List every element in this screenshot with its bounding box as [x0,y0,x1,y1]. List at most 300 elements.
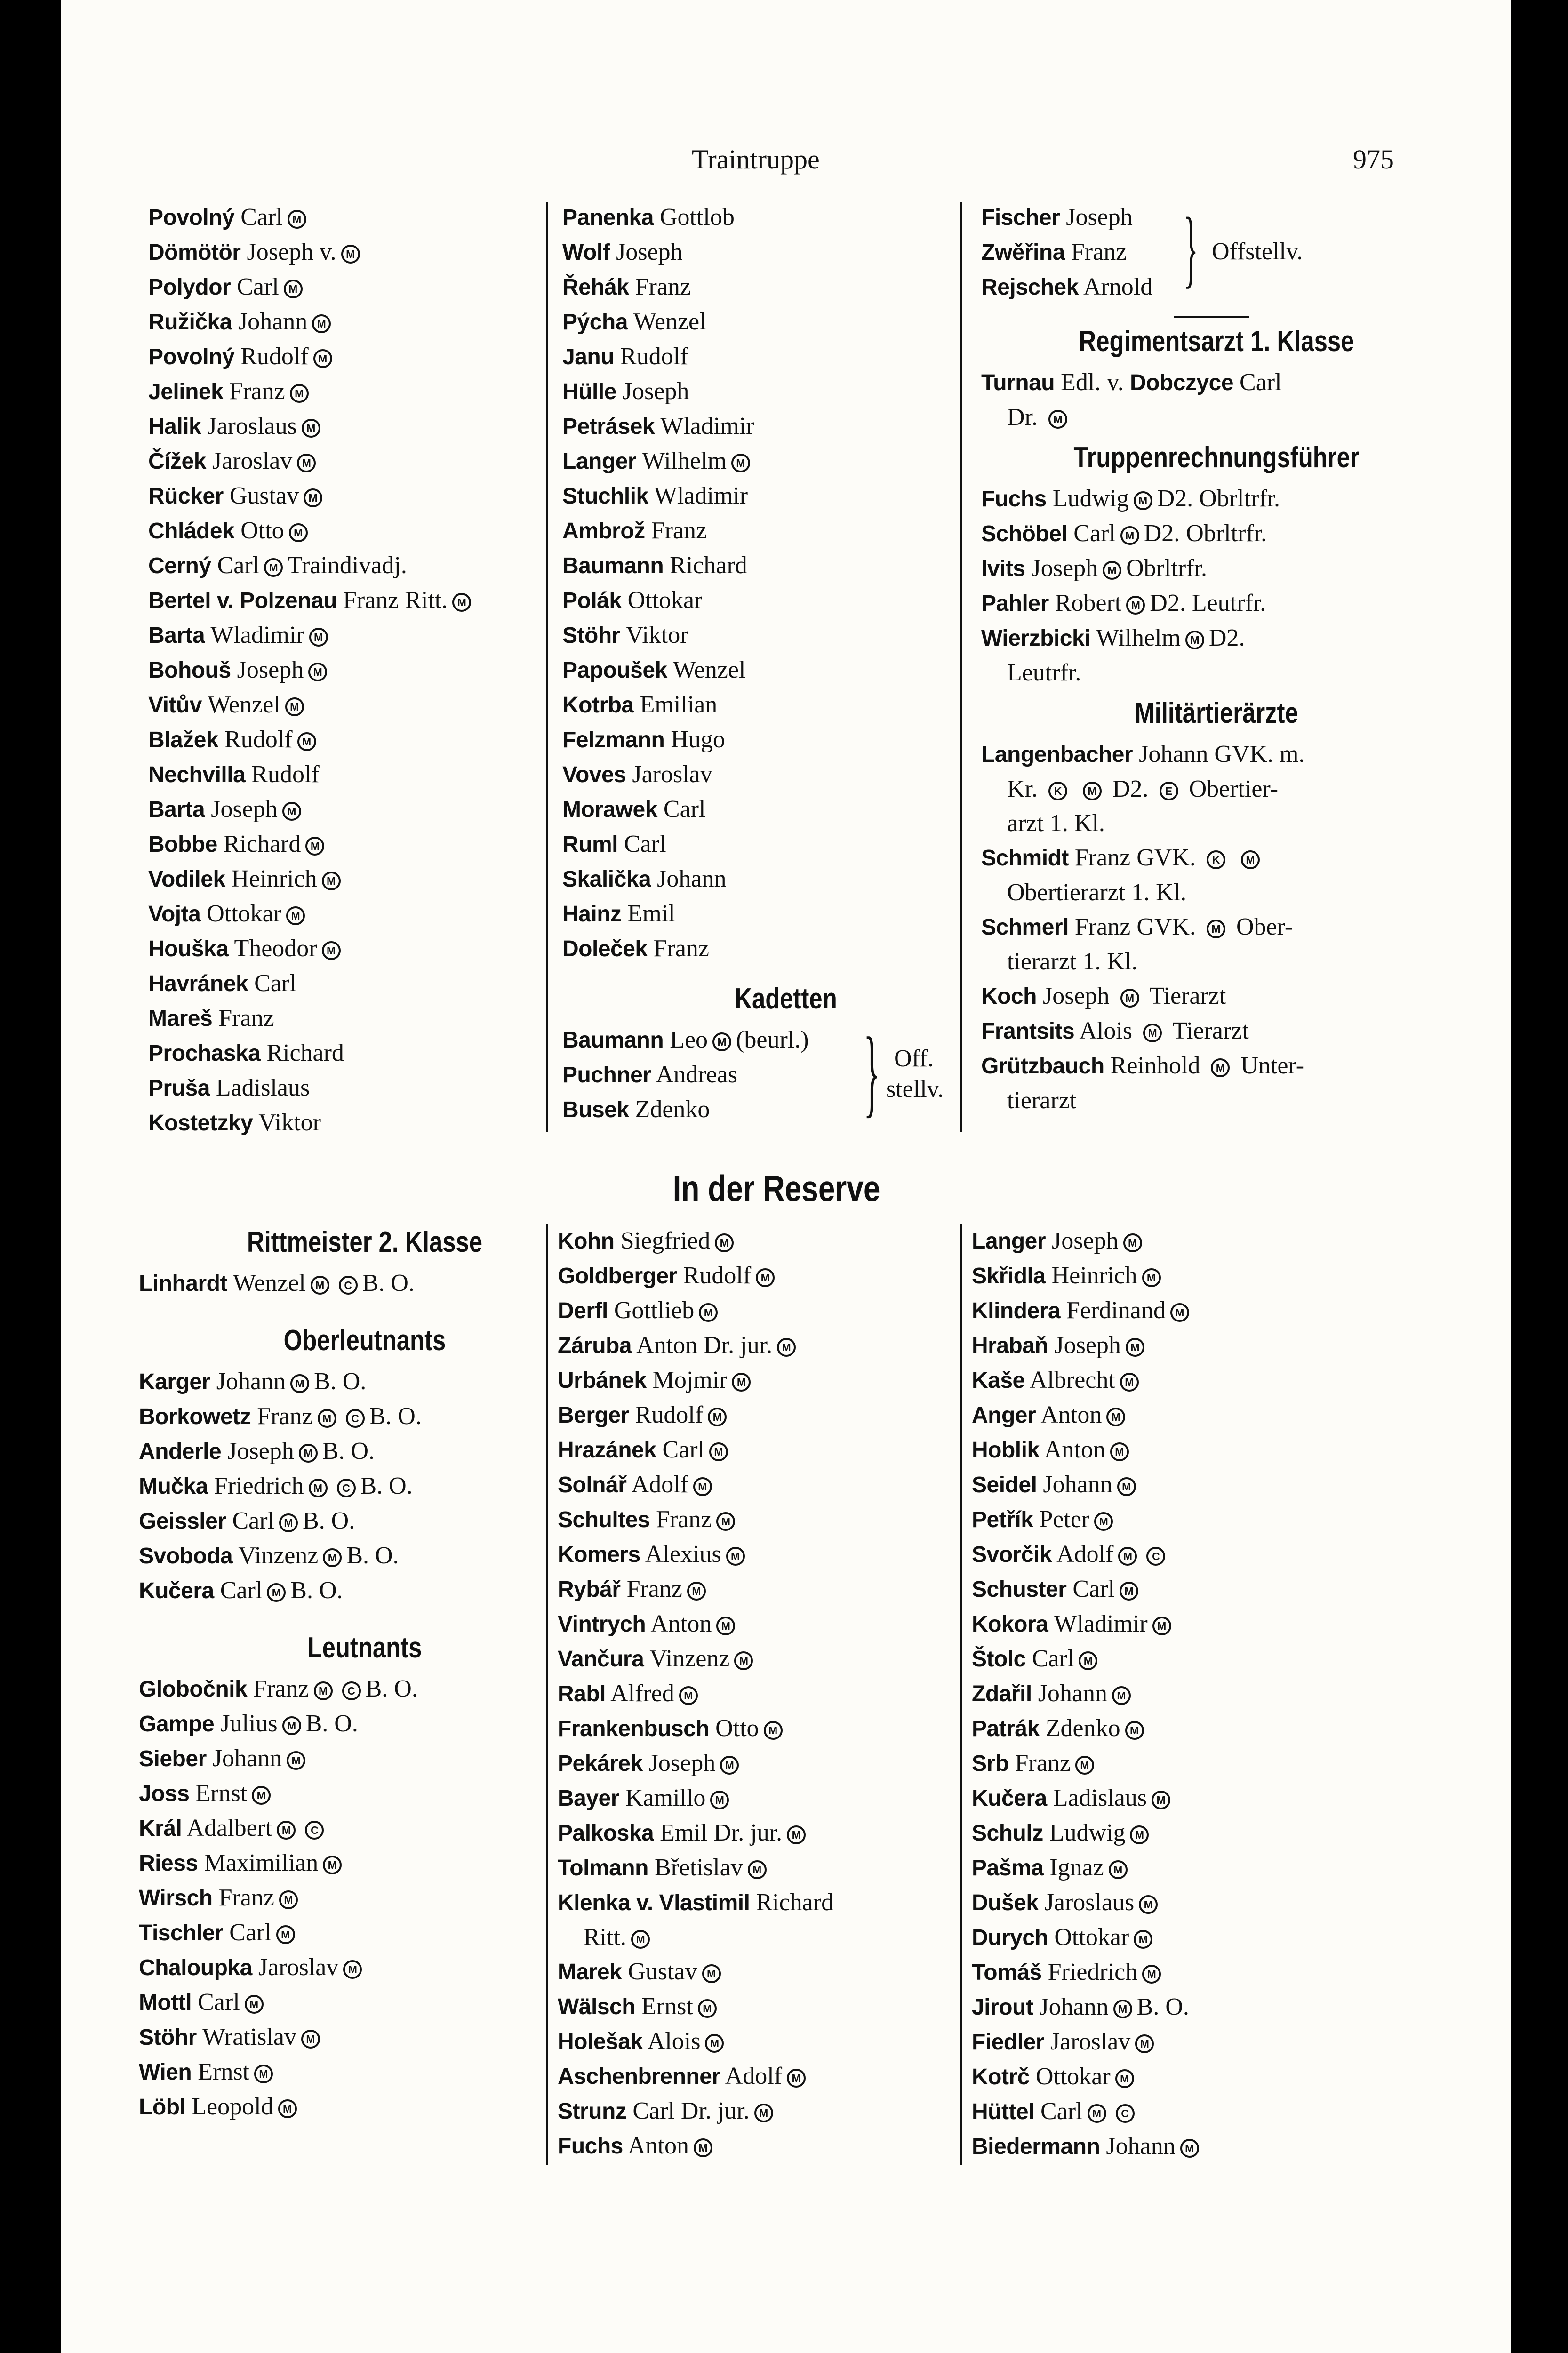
roster-entry [148,688,600,722]
surname: Jirout [972,1995,1033,2020]
given-name: Ottokar [1054,1924,1129,1951]
surname: Seidel [972,1473,1037,1497]
medal-m-icon: M [278,2099,297,2118]
roster-entry [558,1816,1009,1850]
given-name: Vinzenz [649,1645,730,1672]
surname: Záruba [558,1333,632,1358]
medal-m-icon: M [1142,1268,1161,1287]
given-name: Joseph v. [247,239,336,265]
surname: Hüttel [972,2099,1034,2124]
given-name: Johann [1106,2133,1176,2160]
medal-m-icon: M [309,628,328,647]
tierarzt-entry-cont: tierarzt 1. Kl. [1007,948,1138,975]
given-name: Johann [212,1745,282,1772]
surname: Povolný [148,344,235,369]
medal-m-icon: M [297,732,316,751]
roster-entry [972,1467,1442,1502]
medal-k-icon: K [1207,850,1225,869]
given-name: Alois [647,2028,701,2055]
medal-m-icon: M [1113,2000,1132,2018]
given-name: Kamillo [625,1785,706,1811]
medal-m-icon: M [702,1964,721,1983]
running-title: Traintruppe [692,144,820,175]
tierarzt-entry: Langenbacher Johann GVK. m. [981,741,1305,768]
roster-entry [139,1573,591,1608]
surname: Vintrych [558,1612,646,1637]
medal-m-icon: M [709,1442,728,1461]
given-name: Franz [1015,1750,1071,1777]
roster-entry [981,481,1452,516]
medal-m-icon: M [277,1821,296,1840]
given-name: Gottlob [659,204,735,231]
surname: Polydor [148,275,231,300]
medal-m-icon: M [1126,596,1145,615]
medal-m-icon: M [301,2030,320,2049]
rank-note: B. O. [346,1542,399,1569]
medal-m-icon: M [708,1408,727,1426]
surname: Kučera [139,1578,214,1603]
medal-m-icon: M [1120,526,1139,545]
given-name: Anton Dr. jur. [636,1332,773,1359]
roster-entry [148,931,600,966]
oberleutnants-list [139,1364,591,1608]
given-name: Richard [756,1889,834,1916]
surname: Petrásek [562,414,655,439]
medal-m-icon: M [693,1477,712,1496]
roster-entry [148,862,600,896]
surname: Bohouš [148,658,231,683]
roster-entry [139,1399,591,1434]
roster-entry [148,653,600,688]
surname: Jelinek [148,379,224,404]
given-name: Ignaz [1049,1854,1104,1881]
given-name: Rudolf [240,343,309,370]
surname: Komers [558,1542,640,1567]
roster-entry [148,374,600,409]
surname: Skalička [562,867,651,892]
surname: Svorčik [972,1542,1052,1567]
roster-entry [972,1328,1442,1363]
medal-m-icon: M [705,2034,724,2053]
medal-m-icon: M [1241,850,1260,869]
surname: Palkoska [558,1821,654,1846]
roster-entry [558,1293,1009,1328]
surname: Derfl [558,1298,608,1323]
medal-m-icon: M [712,1032,731,1051]
surname: Schöbel [981,521,1068,546]
roster-entry [558,2024,1009,2059]
surname: Nechvilla [148,762,246,787]
given-name: Franz [229,378,285,405]
rechnungsfuehrer-list [981,481,1452,656]
rank-note: Obrltrfr. [1126,555,1207,582]
surname: Patrák [972,1716,1040,1741]
roster-entry [981,200,1452,235]
given-name: Carl [1032,1645,1074,1672]
rechnungsfuehrer-title: Truppenrechnungsführer [1073,441,1360,474]
surname: Fiedler [972,2030,1044,2055]
medal-m-icon: M [314,1681,333,1700]
surname: Doleček [562,936,648,961]
given-name: Wenzel [233,1270,306,1297]
surname: Baumann [562,553,664,578]
roster-entry [148,339,600,374]
surname: Pašma [972,1856,1044,1881]
roster-entry [558,1502,1009,1537]
given-name: Carl [1073,520,1116,547]
given-name: Adolf [1056,1541,1114,1568]
medal-m-icon: M [777,1338,796,1357]
medal-m-icon: M [452,593,471,612]
offstellv-group [981,200,1452,303]
given-name: Joseph [211,796,278,823]
surname: Hainz [562,902,622,927]
medal-m-icon: M [318,1409,336,1428]
roster-entry [139,1672,591,1706]
roster-entry [558,1850,1009,1885]
medal-m-icon: M [716,1617,735,1635]
roster-entry [972,1572,1442,1607]
surname: Frankenbusch [558,1716,710,1741]
roster-entry [139,1469,591,1504]
medal-m-icon: M [1211,1058,1230,1077]
given-name: Jaroslav [1050,2028,1131,2055]
given-name: Joseph [648,1750,716,1777]
given-name: Joseph [1052,1227,1119,1254]
given-name: Anton [628,2132,689,2159]
surname: Bayer [558,1786,619,1811]
top-col3 [981,200,1452,1118]
medal-m-icon: M [302,419,320,438]
given-name: Carl [217,552,260,579]
roster-entry [562,688,1009,722]
roster-entry [558,1398,1009,1433]
medal-m-icon: M [284,280,303,298]
roster-entry [972,2059,1442,2094]
given-name: Mojmir [652,1367,728,1393]
given-name: Wilhelm [1096,624,1181,651]
surname: Dušek [972,1890,1039,1915]
roster-entry [148,270,600,304]
roster-entry [558,1572,1009,1607]
medal-m-icon: M [323,1856,342,1874]
surname: Bertel v. Polzenau [148,588,337,613]
surname: Langer [972,1229,1046,1254]
medal-c-icon: C [339,1276,358,1295]
roster-entry [972,1398,1442,1433]
given-name: Rudolf [635,1401,704,1428]
surname: Rabl [558,1681,606,1706]
medal-m-icon: M [1152,1617,1171,1635]
surname: Zwěřina [981,240,1065,265]
surname: Morawek [562,797,657,822]
roster-entry [562,653,1009,688]
given-name: Franz [1071,239,1127,265]
roster-entry [148,1036,600,1071]
surname: Fischer [981,205,1060,230]
surname: Wirsch [139,1886,213,1911]
surname: Mareš [148,1006,213,1031]
surname: Busek [562,1097,629,1122]
given-name: Alfred [610,1680,674,1707]
given-name: Gottlieb [614,1297,695,1324]
surname: Langer [562,449,637,474]
surname: Anger [972,1403,1036,1428]
surname: Joss [139,1781,190,1806]
surname: Petřík [972,1507,1033,1532]
roster-entry [148,1001,600,1036]
roster-entry [562,513,1009,548]
given-name: Andreas [656,1061,737,1088]
medal-m-icon: M [308,663,327,681]
roster-entry [148,235,600,270]
medal-m-icon: M [1120,1582,1138,1601]
surname: Bobbe [148,832,217,857]
medal-m-icon: M [1142,1965,1161,1984]
medal-m-icon: M [305,837,324,856]
medal-m-icon: M [1185,631,1204,649]
roster-entry [139,1434,591,1469]
given-name: Anton [650,1610,712,1637]
surname: Papoušek [562,658,667,683]
medal-m-icon: M [267,1583,286,1602]
given-name: Rudolf [251,761,320,788]
given-name: Leopold [192,2093,273,2120]
rank-note: B. O. [369,1403,422,1430]
medal-m-icon: M [748,1860,767,1879]
roster-entry [562,200,1009,235]
surname: Vitův [148,693,202,718]
given-name: Emil Dr. jur. [660,1819,783,1846]
surname: Panenka [562,205,654,230]
roster-entry [562,827,1009,862]
given-name: Johann [657,865,727,892]
roster-entry [562,757,1009,792]
medal-m-icon: M [1088,2104,1106,2123]
rank-note: B. O. [360,1473,413,1499]
given-name: Otto [715,1715,759,1742]
surname: Ružička [148,310,232,335]
given-name: Wladimir [660,413,754,440]
medal-m-icon: M [289,523,308,542]
kadetten-brace: } [864,1017,880,1127]
medal-m-icon: M [264,558,283,577]
medal-m-icon: M [1180,2139,1199,2158]
given-name: Wilhelm [642,448,727,474]
given-name: Ernst [641,1993,693,2020]
medal-m-icon: M [716,1512,735,1531]
given-name: Ottokar [1035,2063,1111,2090]
surname: Zdařil [972,1681,1032,1706]
medal-m-icon: M [787,2069,806,2088]
regimentsarzt-entry: Turnau Edl. v. Dobczyce Carl [981,369,1282,396]
given-name: Joseph [622,378,689,405]
tierarzt-entry-cont: arzt 1. Kl. [1007,810,1105,837]
surname: Fuchs [558,2134,623,2159]
given-name: Joseph [616,239,683,265]
medal-c-icon: C [342,1681,361,1700]
tierarzt-entry: Frantsits Alois M Tierarzt [981,1017,1249,1044]
medal-m-icon: M [756,1268,775,1287]
roster-entry [148,1105,600,1140]
given-name: Jaroslav [258,1954,339,1981]
given-name: Richard [670,552,747,579]
given-name: Otto [240,517,284,544]
surname: Chládek [148,519,235,544]
roster-entry [562,270,1009,304]
medal-m-icon: M [323,1548,342,1567]
roster-entry [972,1885,1442,1920]
medal-m-icon: M [276,1925,295,1944]
given-name: Friedrich [1048,1959,1138,1985]
medal-m-icon: M [787,1825,806,1844]
surname: Štolc [972,1647,1026,1672]
given-name: Carl [198,1989,240,2016]
given-name: Johann [238,308,308,335]
column-rule [960,1224,962,2165]
given-name: Ludwig [1052,485,1129,512]
given-name: Adolf [725,2063,783,2089]
surname: Řehák [562,275,629,300]
roster-entry [139,1706,591,1741]
surname: Wälsch [558,1994,636,2019]
surname: Wien [139,2060,192,2085]
medal-c-icon: C [346,1409,365,1428]
medal-m-icon: M [252,1786,271,1805]
medal-m-icon: M [1094,1512,1113,1531]
roster-entry [558,1885,1009,1920]
surname: Felzmann [562,728,665,752]
surname: Schuster [972,1577,1067,1602]
surname: Karger [139,1369,210,1394]
roster-entry [148,827,600,862]
medal-m-icon: M [1110,1442,1129,1461]
roster-entry [972,1433,1442,1467]
surname: Wolf [562,240,610,265]
offstellv-brace: } [1184,200,1199,296]
surname: Mottl [139,1990,192,2015]
surname: Strunz [558,2099,627,2124]
surname: Ruml [562,832,618,857]
tierarzt-entry: Grützbauch Reinhold M Unter- [981,1052,1304,1079]
medal-m-icon: M [287,1751,305,1770]
given-name: Franz [253,1675,309,1702]
medal-m-icon: M [720,1756,739,1775]
given-name: Arnold [1083,273,1153,300]
surname: Berger [558,1403,629,1428]
surname: Klindera [972,1298,1061,1323]
medal-m-icon: M [322,872,341,890]
medal-c-icon: C [337,1479,356,1497]
medal-m-icon: M [322,941,341,960]
leutnants-list [139,1672,591,2124]
given-name: Emil [627,900,675,927]
rank-note: B. O. [322,1438,375,1465]
roster-entry [981,551,1452,586]
roster-entry [148,548,600,583]
given-name: Ferdinand [1066,1297,1166,1324]
given-name: Gustav [229,482,299,509]
given-name: Anton [1040,1401,1102,1428]
surname: Rybář [558,1577,621,1602]
medal-c-icon: C [305,1821,324,1840]
medal-m-icon: M [1120,989,1139,1008]
roster-entry [562,896,1009,931]
surname: Löbl [139,2095,186,2120]
surname: Klenka v. Vlastimil [558,1890,750,1915]
surname: Puchner [562,1063,651,1088]
roster-entry [139,1776,591,1811]
given-name: Alexius [645,1541,721,1568]
medal-m-icon: M [343,1960,362,1979]
roster-entry [148,1071,600,1105]
medal-m-icon: M [1123,1233,1142,1252]
surname: Svoboda [139,1544,233,1569]
given-name: Richard [266,1040,344,1066]
given-name: Leo [670,1026,708,1053]
roster-entry [139,2020,591,2055]
given-name: Wenzel [208,691,280,718]
surname: Kučera [972,1786,1047,1811]
roster-entry [558,1467,1009,1502]
oberleutnants-title: Oberleutnants [283,1324,446,1357]
surname: Chaloupka [139,1955,252,1980]
rank-note: B. O. [314,1368,367,1395]
given-name: Wladimir [1054,1610,1148,1637]
medal-m-icon: M [1118,1547,1137,1566]
roster-entry [972,1502,1442,1537]
rank-note: (beurl.) [736,1026,809,1053]
medal-k-icon: K [1048,782,1067,800]
tierarzt-entry: Schmerl Franz GVK. M Ober- [981,913,1293,940]
medal-m-icon: M [731,454,750,472]
given-name: Wladimir [210,622,304,648]
medal-m-icon: M [1112,1686,1131,1705]
surname: Schultes [558,1507,650,1532]
roster-entry [972,1293,1442,1328]
roster-entry [981,586,1452,621]
surname: Sieber [139,1746,207,1771]
roster-entry [562,931,1009,966]
roster-entry [148,583,600,618]
roster-entry [562,583,1009,618]
medal-m-icon: M [341,245,360,264]
surname: Srb [972,1751,1009,1776]
medal-m-icon: M [1115,2069,1134,2088]
roster-entry [558,1711,1009,1746]
roster-entry [562,444,1009,479]
given-name: Carl [254,970,296,997]
roster-entry [139,1811,591,1846]
roster-entry [972,1746,1442,1781]
given-name: Johann [1038,1680,1108,1707]
roster-entry [139,1846,591,1881]
medal-m-icon: M [754,2104,773,2122]
kadetten-group [562,1017,1009,1127]
regimentsarzt-entry-cont: Dr. M [981,400,1452,434]
surname: Baumann [562,1028,664,1053]
tieraerzte-title: Militärtierärzte [1135,697,1298,729]
roster-entry [139,1364,591,1399]
given-name: Franz [656,1506,712,1533]
roster-entry [562,409,1009,444]
surname: Fuchs [981,487,1047,512]
roster-entry [558,1781,1009,1816]
medal-m-icon: M [299,1444,318,1463]
surname: Skřidla [972,1264,1046,1289]
roster-entry [139,1985,591,2020]
roster-entry [558,1258,1009,1293]
